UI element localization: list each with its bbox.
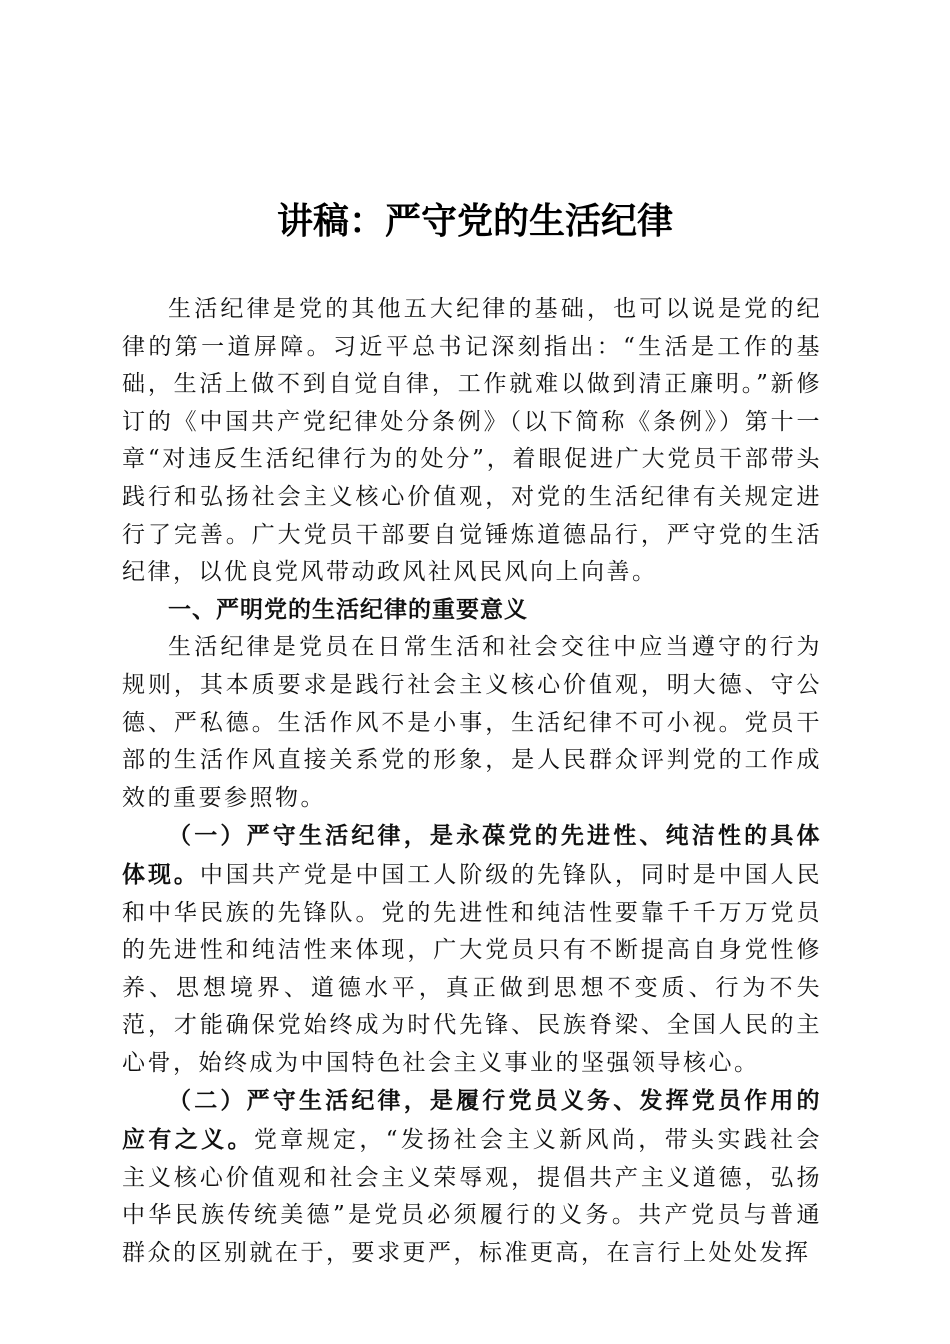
section-heading-1: 一、严明党的生活纪律的重要意义 [168, 596, 528, 623]
item-1-text: 中国共产党是中国工人阶级的先锋队，同时是中国人民和中华民族的先锋队。党的先进性和纯洁性要靠千千万万党员的先进性和纯洁性来体现，广大党员只有不断提高自身党性修养、思想境界、道德水平，真正做到思想不变质、行为不失范，才能确保党始终成为时代先锋、民族脊梁、全国人民的主心骨，始终成为中国特色社会主义事业的坚强领导核心。 [122, 861, 823, 1076]
document-title: 讲稿：严守党的生活纪律 [276, 200, 673, 242]
item-2-lead: （二）严守生活纪律，是履行党员义务、发挥党员作用的应有之义。 [122, 1087, 822, 1154]
item-1-paragraph [122, 817, 822, 1082]
item-2-text: 党章规定，“发扬社会主义新风尚，带头实践社会主义核心价值观和社会主义荣辱观，提倡共产主义道德，弘扬中华民族传统美德”是党员必须履行的义务。共产党员与普通群众的区别就在于，要求更严，标准更高，在言行上处处发挥 [122, 1127, 822, 1266]
intro-paragraph: 生活纪律是党的其他五大纪律的基础，也可以说是党的纪律的第一道屏障。习近平总书记深刻指出：“生活是工作的基础，生活上做不到自觉自律，工作就难以做到清正廉明。”新修订的《中国共产党纪律处分条例》（以下简称《条例》）第十一章“对违反生活纪律行为的处分”，着眼促进广大党员干部带头践行和弘扬社会主义核心价值观，对党的生活纪律有关规定进行了完善。广大党员干部要自觉锤炼道德品行，严守党的生活纪律，以优良党风带动政风社风民风向上向善。 [122, 296, 822, 586]
section-1-paragraph: 生活纪律是党员在日常生活和社会交往中应当遵守的行为规则，其本质要求是践行社会主义核心价值观，明大德、守公德、严私德。生活作风不是小事，生活纪律不可小视。党员干部的生活作风直接关系党的形象，是人民群众评判党的工作成效的重要参照物。 [122, 634, 822, 811]
item-1-lead: （一）严守生活纪律，是永葆党的先进性、纯洁性的具体体现。 [122, 822, 822, 888]
document-body [122, 291, 822, 1272]
item-2-paragraph [122, 1082, 822, 1272]
